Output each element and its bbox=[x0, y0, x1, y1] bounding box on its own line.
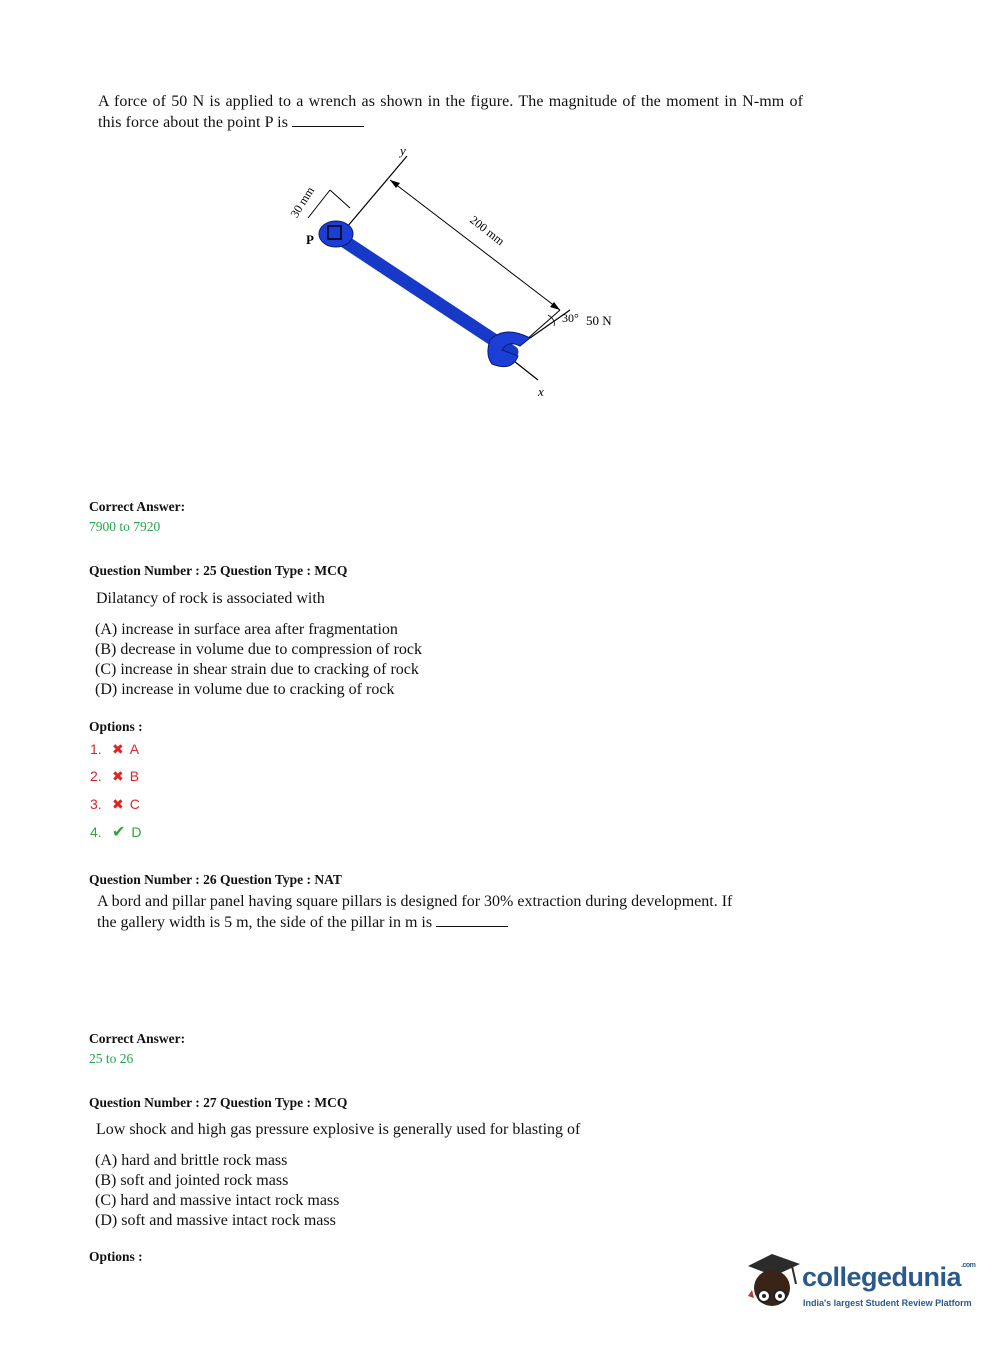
dim-extension-line bbox=[526, 310, 560, 340]
brand-suffix: .com bbox=[961, 1262, 976, 1269]
q26-line1: A bord and pillar panel having square pillars is designed for 30% extraction during development. If bbox=[97, 893, 733, 910]
q25-option-3 bbox=[90, 794, 140, 814]
q25-option-4 bbox=[90, 822, 142, 842]
option-number: 3. bbox=[90, 796, 102, 812]
q27-header: Question Number : 27 Question Type : MCQ bbox=[89, 1095, 348, 1110]
wrong-icon: ✖ bbox=[112, 795, 124, 812]
collegedunia-logo bbox=[742, 1250, 982, 1325]
y-axis-label: y bbox=[400, 143, 406, 158]
q24-correct-answer-label: Correct Answer: bbox=[89, 499, 186, 514]
force-label: 50 N bbox=[586, 313, 612, 328]
q25-choice-b: (B) decrease in volume due to compression of rock bbox=[95, 641, 423, 658]
q26-text bbox=[97, 892, 807, 933]
answer-blank bbox=[292, 112, 364, 127]
q25-header: Question Number : 25 Question Type : MCQ bbox=[89, 563, 348, 578]
q27-choice-b: (B) soft and jointed rock mass bbox=[95, 1172, 289, 1189]
point-p-label: P bbox=[306, 232, 314, 247]
q27-choice-c: (C) hard and massive intact rock mass bbox=[95, 1192, 340, 1209]
q26-line2: the gallery width is 5 m, the side of the pillar in m is bbox=[97, 914, 433, 931]
x-axis-label: x bbox=[538, 384, 544, 399]
wrench-head-p bbox=[319, 221, 353, 247]
q25-choice-c: (C) increase in shear strain due to cracking of rock bbox=[95, 661, 419, 678]
q27-choice-a: (A) hard and brittle rock mass bbox=[95, 1152, 288, 1169]
wrong-icon: ✖ bbox=[112, 740, 124, 757]
q25-choices bbox=[95, 620, 422, 700]
q25-option-1 bbox=[90, 739, 139, 759]
option-letter: B bbox=[129, 768, 140, 784]
dim-30-label: 30 mm bbox=[287, 184, 318, 221]
q24-text: A force of 50 N is applied to a wrench as shown in the figure. The magnitude of the moment in N-mm of this force about the point P is bbox=[98, 93, 803, 131]
wrench-figure bbox=[280, 140, 640, 410]
brand-tagline: India's largest Student Review Platform bbox=[803, 1298, 972, 1308]
correct-check-icon: ✔ bbox=[112, 824, 126, 841]
option-number: 4. bbox=[90, 824, 102, 840]
q26-header: Question Number : 26 Question Type : NAT bbox=[89, 872, 342, 887]
q25-option-2 bbox=[90, 766, 139, 786]
angle-label: 30° bbox=[562, 311, 579, 325]
q26-correct-answer-label: Correct Answer: bbox=[89, 1031, 186, 1046]
q25-choice-d: (D) increase in volume due to cracking of rock bbox=[95, 681, 395, 698]
q25-text: Dilatancy of rock is associated with bbox=[96, 590, 325, 607]
brand-name: collegedunia$^{.com}$ bbox=[802, 1262, 976, 1292]
dim-200-label: 200 mm bbox=[467, 212, 508, 249]
q25-options-label: Options : bbox=[89, 719, 143, 734]
option-number: 2. bbox=[90, 768, 102, 784]
q26-correct-answer: 25 to 26 bbox=[89, 1051, 134, 1066]
option-letter: D bbox=[131, 824, 142, 840]
q27-options-label: Options : bbox=[89, 1249, 143, 1264]
q27-choices bbox=[95, 1151, 339, 1231]
option-letter: C bbox=[129, 796, 140, 812]
q27-text: Low shock and high gas pressure explosive is generally used for blasting of bbox=[96, 1121, 581, 1138]
q24-correct-answer: 7900 to 7920 bbox=[89, 519, 161, 534]
option-number: 1. bbox=[90, 741, 102, 757]
answer-blank bbox=[436, 912, 508, 927]
wrong-icon: ✖ bbox=[112, 767, 124, 784]
q25-choice-a: (A) increase in surface area after fragmentation bbox=[95, 621, 398, 638]
q27-choice-d: (D) soft and massive intact rock mass bbox=[95, 1212, 336, 1229]
option-letter: A bbox=[129, 741, 140, 757]
mascot-icon bbox=[742, 1250, 802, 1320]
